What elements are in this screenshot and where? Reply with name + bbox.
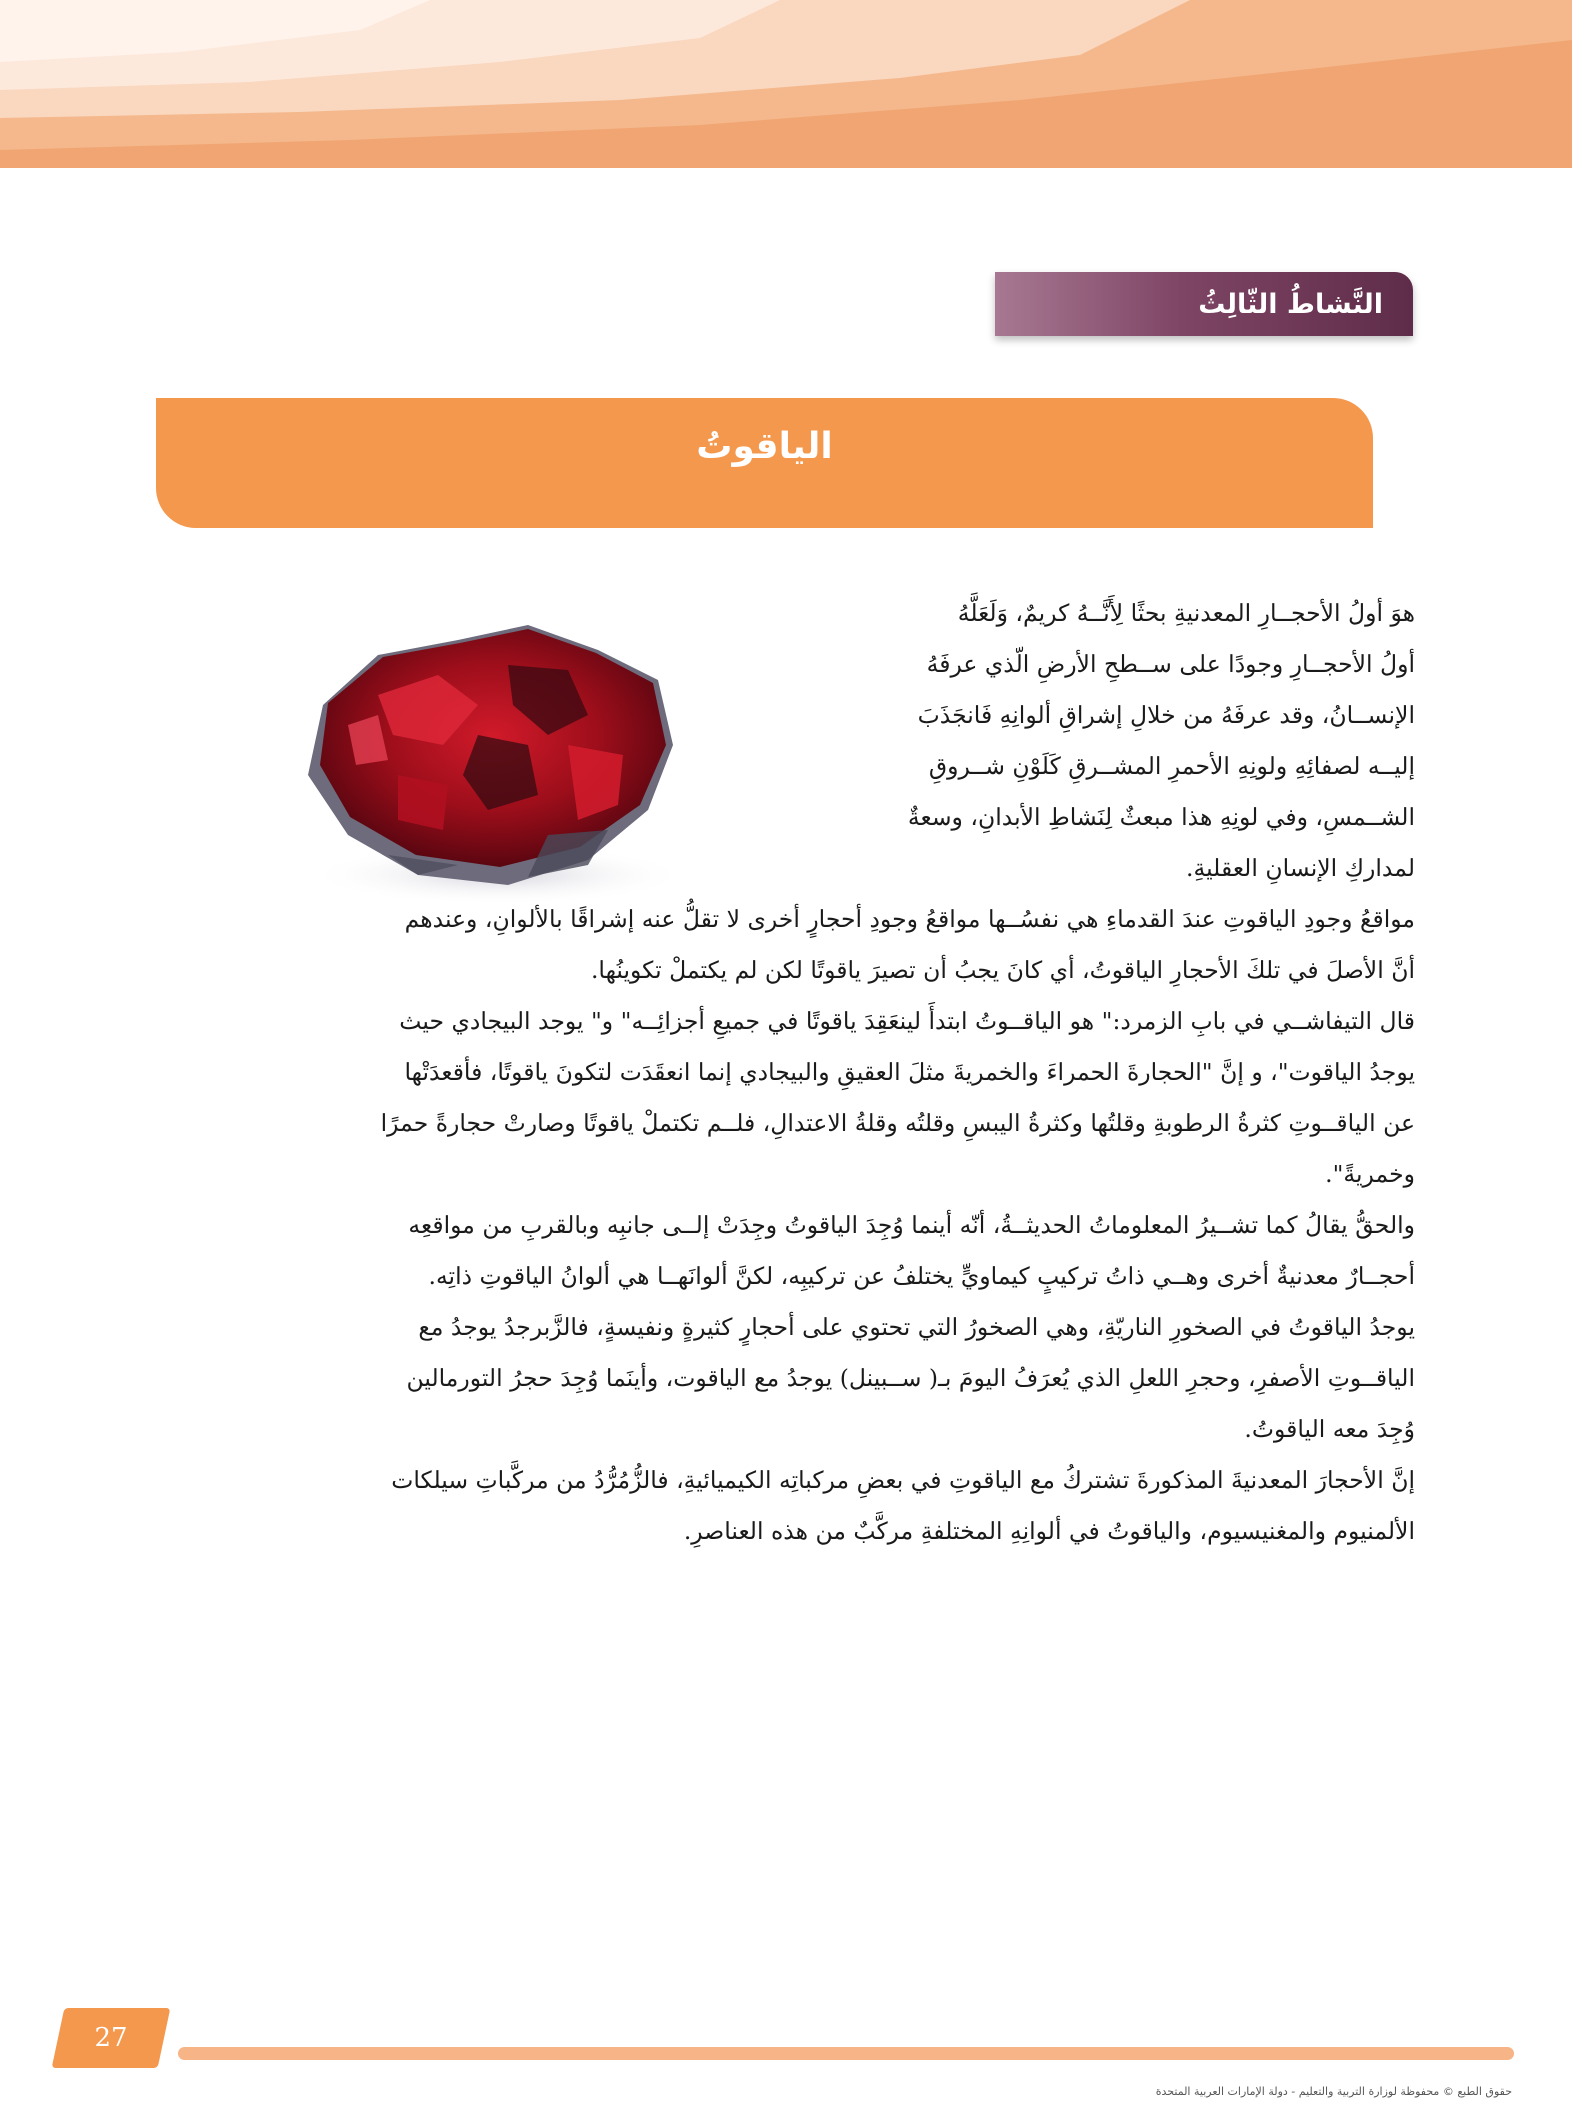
top-banner-decoration <box>0 0 1572 168</box>
text-line: الياقــوتِ الأصفرِ، وحجرِ اللعلِ الذي يُعرَفُ اليومَ بـ( ســبينل) يوجدُ مع الياقوت، وأينَما وُجِدَ حجرُ التورمالين <box>406 1364 1415 1392</box>
text-line: أولُ الأحجــارِ وجودًا على ســطحِ الأرضِ الّذي عرفَهُ <box>926 650 1415 678</box>
text-line: يوجدُ الياقوتُ في الصخورِ الناريّةِ، وهي الصخورُ التي تحتوي على أحجارٍ كثيرةٍ ونفيسةٍ، فالزَّبرجدُ يوجدُ مع <box>418 1313 1415 1341</box>
text-line: مواقعُ وجودِ الياقوتِ عندَ القدماءِ هي نفسُــها مواقعُ وجودِ أحجارٍ أخرى لا تقلُّ عنه إشراقًا بالألوانِ، وعندهم <box>404 905 1415 933</box>
text-line: الشــمسِ، وفي لونِهِ هذا مبعثٌ لِنَشاطِ الأبدانِ، وسعةٌ <box>907 803 1415 831</box>
copyright-notice: حقوق الطبع © محفوظة لوزارة التربية والتعليم - دولة الإمارات العربية المتحدة <box>1155 2085 1512 2098</box>
text-line: أنَّ الأصلَ في تلكَ الأحجارِ الياقوتُ، أي كانَ يجبُ أن تصيرَ ياقوتًا لكن لم يكتملْ تكوينُها. <box>590 956 1415 984</box>
text-line: إنَّ الأحجارَ المعدنيةَ المذكورةَ تشتركُ مع الياقوتِ في بعضِ مركباتِه الكيميائيةِ، فالزُّمُرُّدُ من مركَّباتِ سيلكات <box>391 1466 1415 1494</box>
activity-label: النَّشاطُ الثّالِثُ <box>995 272 1413 336</box>
text-line: والحقُّ يقالُ كما تشــيرُ المعلوماتُ الحديثــةُ، أنّه أينما وُجِدَ الياقوتُ وجِدَتْ إلــى جانبِه وبالقربِ من مواقعِه <box>408 1211 1415 1239</box>
text-line: لمداركِ الإنسانِ العقليةِ. <box>1186 854 1415 882</box>
text-line: يوجدُ الياقوت"، و إنَّ "الحجارةَ الحمراءَ والخمريةَ مثلَ العقيقِ والبيجادي إنما انعقَدَت لتكونَ ياقوتًا، فأقعدَتْها <box>404 1058 1415 1086</box>
text-line: الإنســانُ، وقد عرفَهُ من خلالِ إشراقِ ألوانِهِ فَانجَذَبَ <box>917 701 1415 729</box>
paragraph-modern-info <box>155 1200 1415 1455</box>
article-body <box>155 588 1415 1557</box>
text-line: عن الياقــوتِ كثرةُ الرطوبةِ وقلتُها وكثرةُ اليبسِ وقلتُه وقلةُ الاعتدالِ، فلــم تكتملْ ياقوتًا وصارتْ حجارةً حمرًا <box>380 1109 1415 1137</box>
text-line: هوَ أولُ الأحجــارِ المعدنيةِ بحثًا لِأَنَّــهُ كريمٌ، وَلَعَلَّهُ <box>957 599 1415 627</box>
paragraph-locations <box>155 894 1415 996</box>
text-line: وخمريةً". <box>1325 1160 1415 1188</box>
text-line: الألمنيوم والمغنيسيوم، والياقوتُ في ألوانِهِ المختلفةِ مركَّبٌ من هذه العناصرِ. <box>683 1517 1415 1545</box>
page-number: 27 <box>94 2023 128 2053</box>
paragraph-chemistry <box>155 1455 1415 1557</box>
paragraph-tifashi-quote <box>155 996 1415 1200</box>
footer-divider <box>178 2047 1514 2060</box>
text-line: قال التيفاشــي في بابِ الزمرد:" هو الياقــوتُ ابتدأَ لينعَقِدَ ياقوتًا في جميعِ أجزائِــه" و" يوجد البيجادي حيث <box>399 1007 1415 1035</box>
page-title: الياقوتُ <box>156 398 1373 528</box>
text-line: وُجِدَ معه الياقوتُ. <box>1244 1415 1415 1443</box>
text-line: إليــه لصفائِهِ ولونِهِ الأحمرِ المشــرقِ كَلَوْنِ شــروقِ <box>928 752 1415 780</box>
text-line: أحجــارٌ معدنيةٌ أخرى وهــي ذاتُ تركيبٍ كيماويٍّ يختلفُ عن تركيبِه، لكنَّ ألوانَهــا هي ألوانُ الياقوتِ ذاتِه. <box>428 1262 1415 1290</box>
intro-paragraph <box>775 588 1415 894</box>
